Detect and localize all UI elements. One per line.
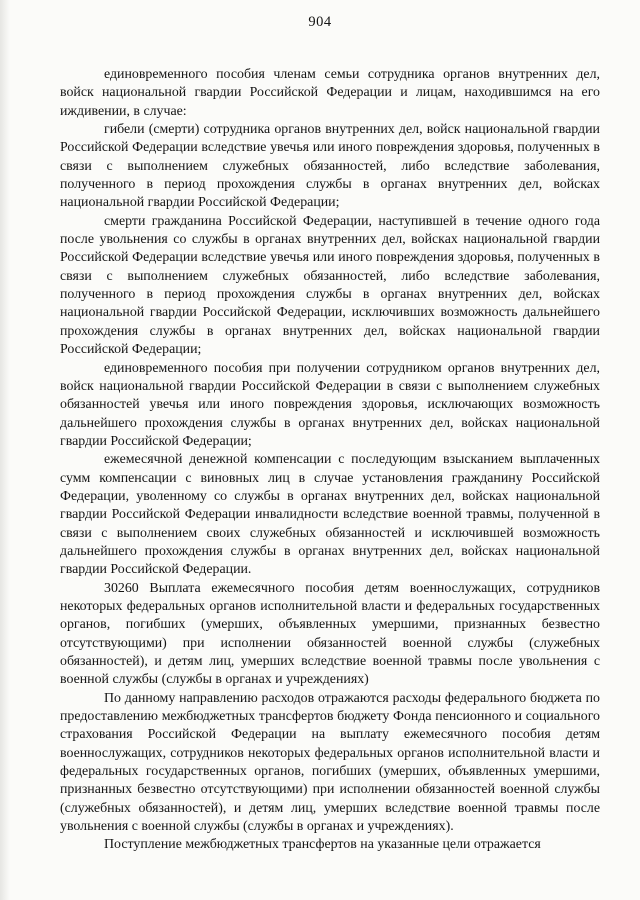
document-body	[60, 66, 600, 855]
paragraph-7: По данному направлению расходов отражаются расходы федерального бюджета по предоставлению межбюджетных трансфертов бюджету Фонда пенсионного и социального страхования Российской Федерации на выплату ежемесячного пособия детям военнослужащих, сотрудников некоторых федеральных органов исполнительной власти и федеральных государственных органов, погибших (умерших, объявленных умершими, признанных безвестно отсутствующими) при исполнении обязанностей военной службы (служебных обязанностей), и детям лиц, умерших вследствие военной травмы после увольнения с военной службы (службы в органах и учреждениях).	[60, 690, 600, 835]
paragraph-3: смерти гражданина Российской Федерации, наступившей в течение одного года после увольнения со службы в органах внутренних дел, войсках национальной гвардии Российской Федерации вследствие увечья или иного повреждения здоровья, полученных в связи с выполнением служебных обязанностей, либо вследствие заболевания, полученного в период прохождения службы в органах внутренних дел, войсках национальной гвардии Российской Федерации, исключивших возможность дальнейшего прохождения службы в органах внутренних дел, войсках национальной гвардии Российской Федерации;	[60, 213, 600, 358]
paragraph-5: ежемесячной денежной компенсации с последующим взысканием выплаченных сумм компенсации с виновных лиц в случае установления гражданину Российской Федерации, уволенному со службы в органах внутренних дел, войсках национальной гвардии Российской Федерации инвалидности вследствие военной травмы, полученной в связи с выполнением своих служебных обязанностей и исключившей возможность дальнейшего прохождения службы в органах внутренних дел, войсках национальной гвардии Российской Федерации.	[60, 452, 600, 578]
paragraph-8: Поступление межбюджетных трансфертов на указанные цели отражается	[104, 837, 541, 853]
paragraph-1: единовременного пособия членам семьи сотрудника органов внутренних дел, войск национальной гвардии Российской Федерации и лицам, находившимся на его иждивении, в случае:	[60, 67, 600, 119]
paragraph-6-heading: 30260 Выплата ежемесячного пособия детям военнослужащих, сотрудников некоторых федеральных органов исполнительной власти и федеральных государственных органов, погибших (умерших, объявленных умершими, признанных безвестно отсутствующими) при исполнении обязанностей военной службы (служебных обязанностей), и детям лиц, умерших вследствие военной травмы после увольнения с военной службы (службы в органах и учреждениях)	[60, 580, 600, 688]
paragraph-2: гибели (смерти) сотрудника органов внутренних дел, войск национальной гвардии Российской Федерации вследствие увечья или иного повреждения здоровья, полученных в связи с выполнением служебных обязанностей, либо вследствие заболевания, полученного в период прохождения службы в органах внутренних дел, войсках национальной гвардии Российской Федерации;	[60, 122, 600, 211]
paragraph-4: единовременного пособия при получении сотрудником органов внутренних дел, войск национальной гвардии Российской Федерации в связи с выполнением служебных обязанностей увечья или иного повреждения здоровья, исключающих возможность дальнейшего прохождения службы в органах внутренних дел, войсках национальной гвардии Российской Федерации;	[60, 360, 600, 449]
page-number: 904	[308, 14, 332, 30]
